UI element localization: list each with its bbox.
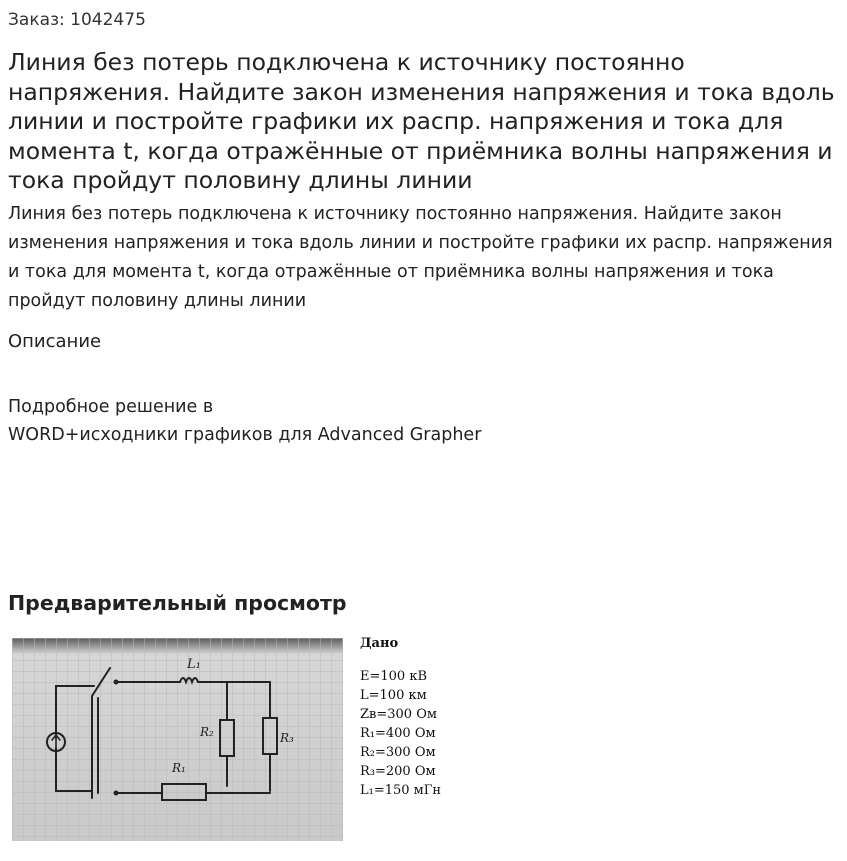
given-item: R₁=400 Ом bbox=[360, 726, 436, 741]
label-r1: R₁ bbox=[172, 761, 186, 775]
given-item: R₃=200 Ом bbox=[360, 764, 436, 779]
label-l1: L₁ bbox=[187, 657, 201, 672]
given-item: E=100 кВ bbox=[360, 669, 428, 684]
given-item: Zв=300 Ом bbox=[360, 707, 437, 722]
label-r3: R₃ bbox=[280, 731, 294, 745]
given-item: L=100 км bbox=[360, 688, 427, 703]
order-number: Заказ: 1042475 bbox=[8, 10, 146, 30]
description-section-label: Описание bbox=[8, 331, 102, 352]
task-description: Линия без потерь подключена к источнику постоянно напряжения. Найдите закон изменения напряжения и тока вдоль линии и постройте графики их распр. напряжения и тока для момента t, когда отражённые от приёмника волны напряжения и тока пройдут половину длины линии bbox=[8, 204, 833, 311]
given-item: R₂=300 Ом bbox=[360, 745, 436, 760]
solution-line-1: Подробное решение в bbox=[8, 397, 214, 417]
page-title: Линия без потерь подключена к источнику постоянно напряжения. Найдите закон изменения напряжения и тока вдоль линии и постройте графики их распр. напряжения и тока для момента t, когда отражённые от приёмника волны напряжения и тока пройдут половину длины линии bbox=[8, 48, 835, 194]
given-title: Дано bbox=[360, 636, 399, 651]
solution-line-2: WORD+исходники графиков для Advanced Grapher bbox=[8, 425, 482, 445]
label-r2: R₂ bbox=[200, 725, 214, 739]
given-item: L₁=150 мГн bbox=[360, 783, 442, 798]
solution-note bbox=[8, 393, 481, 449]
given-values bbox=[360, 634, 441, 800]
preview-heading: Предварительный просмотр bbox=[8, 591, 347, 615]
circuit-photo bbox=[12, 638, 343, 841]
